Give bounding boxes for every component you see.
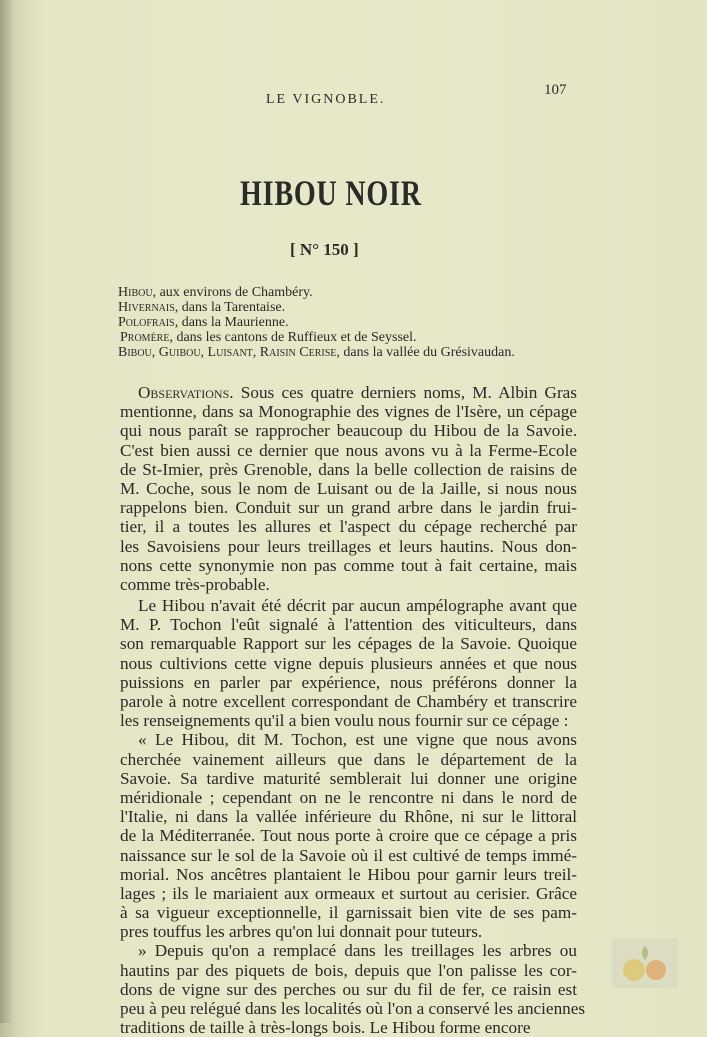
synonym-line	[118, 315, 515, 330]
paragraph	[120, 383, 577, 594]
paragraph	[120, 730, 577, 941]
text-line: M. Coche, sous le nom de Luisant ou de la Jaille, si nous nous	[120, 478, 577, 498]
synonym-name: Polofrais	[118, 315, 175, 330]
synonym-name: Hibou	[118, 285, 153, 300]
synonym-region: , dans les cantons de Ruffieux et de Seyssel.	[169, 330, 417, 345]
text-line: méridionale ; cependant on ne le rencontre ni dans le nord de	[120, 787, 577, 807]
synonym-line	[118, 285, 515, 300]
text-line: nous cultivions cette vigne depuis plusieurs années et que nous	[120, 653, 577, 673]
text-line: qui nous paraît se rapprocher beaucoup du Hibou de la Savoie.	[120, 421, 577, 441]
text-line: « Le Hibou, dit M. Tochon, est une vigne que nous avons	[138, 730, 577, 750]
paragraph	[120, 596, 577, 730]
text-line: » Depuis qu'on a remplacé dans les treillages les arbres ou	[138, 941, 577, 961]
fruit-logo-icon	[612, 938, 678, 988]
text-line: les renseignements qu'il a bien voulu nous fournir sur ce cépage :	[120, 711, 569, 731]
text-line: morial. Nos ancêtres plantaient le Hibou pour garnir leurs treil-	[120, 864, 577, 884]
synonym-region: , aux environs de Chambéry.	[152, 285, 313, 300]
synonym-line	[120, 330, 515, 345]
text-line: mentionne, dans sa Monographie des vignes de l'Isère, un cépage	[120, 402, 577, 422]
text-span: . Sous ces quatre derniers noms, M. Albin Gras	[229, 383, 577, 402]
text-line: rappelons bien. Conduit sur un grand arbre dans le jardin frui-	[120, 498, 577, 518]
text-line: tier, il a toutes les allures et l'aspect du cépage recherché par	[120, 517, 577, 537]
synonym-line	[118, 345, 515, 360]
synonym-region: , dans la Maurienne.	[174, 315, 289, 330]
text-line: nons cette synonymie non pas comme tout à fait certaine, mais	[120, 555, 577, 575]
synonym-region: , dans la vallée du Grésivaudan.	[336, 345, 515, 360]
synonym-name: Promère	[120, 330, 170, 345]
synonym-line	[118, 300, 515, 315]
synonym-name: Hivernais	[118, 300, 175, 315]
text-line: parole à notre excellent correspondant de Chambéry et transcrire	[120, 692, 577, 711]
text-line: lages ; ils le mariaient aux ormeaux et surtout au cerisier. Grâce	[120, 883, 577, 903]
text-line: C'est bien aussi ce dernier que nous avons vu à la Ferme-Ecole	[120, 440, 577, 460]
text-line: peu à peu relégué dans les localités où l'on a conservé les anciennes	[120, 999, 586, 1018]
text-line: à sa vigueur exceptionnelle, il garnissait bien vite de ses pam-	[120, 903, 577, 923]
text-line: Savoie. Sa tardive maturité semblerait lui donner une origine	[120, 768, 577, 788]
text-line: son remarquable Rapport sur les cépages de la Savoie. Quoique	[120, 634, 577, 654]
text-line: cherchée vainement ailleurs que dans le département de la	[120, 749, 577, 769]
synonym-region: , dans la Tarentaise.	[174, 300, 286, 315]
text-line: M. P. Tochon l'eût signalé à l'attention des viticulteurs, dans	[120, 615, 577, 635]
synonym-list	[118, 285, 515, 360]
variety-number: [ N° 150 ]	[290, 240, 359, 259]
text-line: de St-Imier, près Grenoble, dans la belle collection de raisins de	[120, 459, 577, 479]
text-line: comme très-probable.	[120, 574, 270, 594]
text-line: les Savoisiens pour leurs treillages et leurs hautins. Nous don-	[120, 536, 577, 556]
text-line: dons de vigne sur des perches ou sur du fil de fer, ce raisin est	[120, 979, 577, 999]
text-line: Le Hibou n'avait été décrit par aucun ampélographe avant que	[138, 596, 577, 616]
text-line: traditions de taille à très-longs bois. Le Hibou forme encore	[120, 1018, 531, 1037]
text-line: pres touffus les arbres qu'on lui donnait pour tuteurs.	[120, 922, 483, 942]
synonym-name: Bibou, Guibou, Luisant, Raisin Cerise	[118, 345, 337, 360]
text-line: naissance sur le sol de la Savoie où il est cultivé de temps immé-	[120, 845, 577, 865]
observations-lead: Observations	[138, 383, 230, 402]
body-text	[120, 383, 586, 1037]
page-number: 107	[544, 82, 567, 98]
text-line: puissions en parler par expérience, nous préférons donner la	[120, 672, 577, 692]
running-title: LE VIGNOBLE.	[266, 92, 386, 107]
page-title: HIBOU NOIR	[240, 173, 422, 213]
text-line: de la Méditerranée. Tout nous porte à croire que ce cépage a pris	[120, 826, 577, 846]
text-line	[120, 383, 577, 402]
text-line: hautins par des piquets de bois, depuis que l'on palisse les cor-	[120, 960, 577, 980]
text-line: l'Italie, ni dans la vallée inférieure du Rhône, ni sur le littoral	[120, 807, 577, 827]
page-edge	[0, 0, 12, 1023]
